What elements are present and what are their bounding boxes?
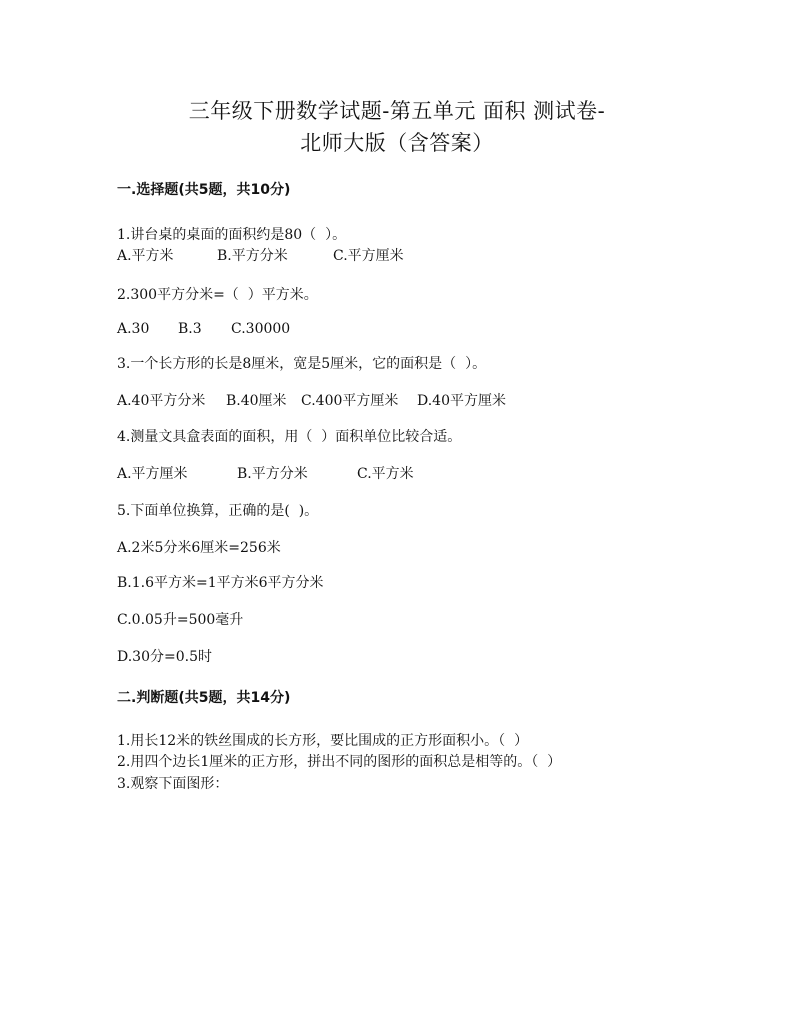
document-title-line-1: 三年级下册数学试题-第五单元 面积 测试卷- (188, 99, 606, 123)
question-1-3-option-c: C.400平方厘米 (301, 393, 399, 409)
question-1-1-option-b: B.平方分米 (217, 248, 288, 264)
question-1-2-option-c: C.30000 (231, 321, 291, 337)
question-1-5-option-d: D.30分=0.5时 (117, 649, 212, 665)
question-1-5-option-b: B.1.6平方米=1平方米6平方分米 (117, 575, 324, 591)
section-1-heading: 一.选择题(共5题，共10分) (117, 182, 291, 198)
question-1-5-text: 5.下面单位换算，正确的是( )。 (117, 503, 319, 519)
question-1-2-option-a: A.30 (117, 321, 150, 337)
question-2-1-text: 1.用长12米的铁丝围成的长方形，要比围成的正方形面积小。（ ） (117, 733, 529, 749)
question-1-3-option-a: A.40平方分米 (117, 393, 206, 409)
question-1-1-option-c: C.平方厘米 (333, 248, 404, 264)
question-1-5-option-c: C.0.05升=500毫升 (117, 612, 244, 628)
question-2-3-text: 3.观察下面图形： (117, 776, 229, 792)
question-1-4-option-b: B.平方分米 (237, 466, 308, 482)
question-1-2-text: 2.300平方分米=（ ）平方米。 (117, 287, 318, 303)
question-1-1-text: 1.讲台桌的桌面的面积约是80（ ）。 (117, 227, 347, 243)
document-title-line-2: 北师大版（含答案） (300, 131, 494, 155)
question-1-4-option-a: A.平方厘米 (117, 466, 188, 482)
question-1-3-option-b: B.40厘米 (226, 393, 287, 409)
question-1-2-option-b: B.3 (178, 321, 202, 337)
question-1-5-option-a: A.2米5分米6厘米=256米 (117, 540, 281, 556)
question-1-4-option-c: C.平方米 (357, 466, 414, 482)
question-2-2-text: 2.用四个边长1厘米的正方形，拼出不同的图形的面积总是相等的。（ ） (117, 754, 562, 770)
question-1-3-text: 3.一个长方形的长是8厘米，宽是5厘米，它的面积是（ ）。 (117, 356, 487, 372)
question-1-3-option-d: D.40平方厘米 (417, 393, 506, 409)
question-1-4-text: 4.测量文具盒表面的面积，用（ ）面积单位比较合适。 (117, 429, 462, 445)
section-2-heading: 二.判断题(共5题，共14分) (117, 690, 291, 706)
question-1-1-option-a: A.平方米 (117, 248, 174, 264)
